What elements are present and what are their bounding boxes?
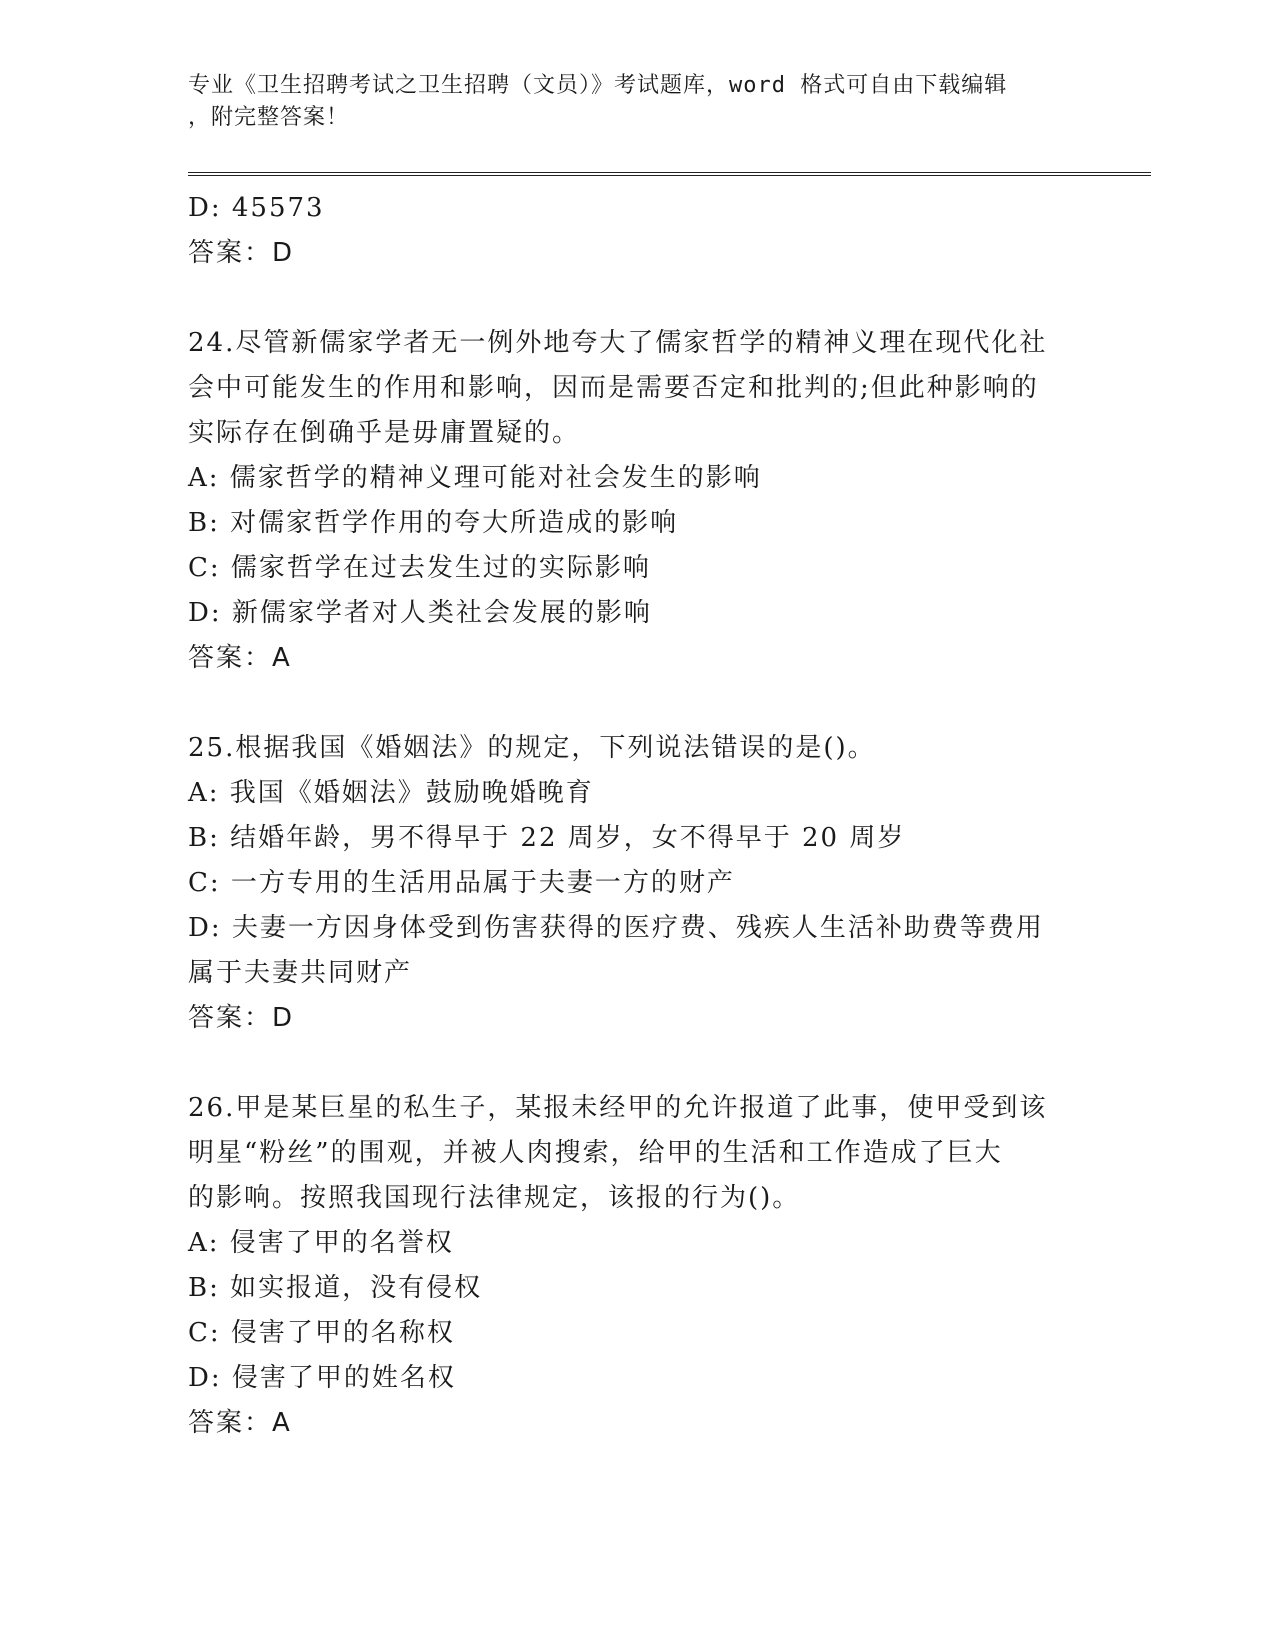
option-c: C: 侵害了甲的名称权	[188, 1318, 455, 1348]
document-body	[188, 186, 1148, 1446]
option-d: D: 侵害了甲的姓名权	[188, 1363, 456, 1393]
answer: 答案：D	[188, 1003, 295, 1033]
answer: 答案：A	[188, 1408, 292, 1438]
question-stem-line: 会中可能发生的作用和影响，因而是需要否定和批判的;但此种影响的	[188, 373, 1039, 403]
answer: 答案：A	[188, 643, 292, 673]
option-b: B: 结婚年龄，男不得早于 22 周岁，女不得早于 20 周岁	[188, 823, 906, 853]
question-stem-line: 26.甲是某巨星的私生子，某报未经甲的允许报道了此事，使甲受到该	[188, 1093, 1048, 1123]
question-stem-line: 实际存在倒确乎是毋庸置疑的。	[188, 418, 581, 448]
prev-answer: 答案：D	[188, 238, 295, 268]
option-a: A: 儒家哲学的精神义理可能对社会发生的影响	[188, 463, 762, 493]
header-divider	[188, 172, 1151, 176]
header-line-2: ，附完整答案！	[188, 105, 350, 130]
option-c: C: 一方专用的生活用品属于夫妻一方的财产	[188, 868, 735, 898]
option-a: A: 我国《婚姻法》鼓励晚婚晚育	[188, 778, 594, 808]
document-page	[188, 70, 1148, 1446]
option-b: B: 如实报道，没有侵权	[188, 1273, 483, 1303]
option-d-continued: 属于夫妻共同财产	[188, 958, 413, 988]
header-line-1: 专业《卫生招聘考试之卫生招聘（文员）》考试题库，word 格式可自由下载编辑	[188, 73, 1008, 98]
question-stem-line: 的影响。按照我国现行法律规定，该报的行为()。	[188, 1183, 801, 1213]
option-a: A: 侵害了甲的名誉权	[188, 1228, 454, 1258]
question-stem-line: 25.根据我国《婚姻法》的规定，下列说法错误的是()。	[188, 733, 876, 763]
question-stem-line: 24.尽管新儒家学者无一例外地夸大了儒家哲学的精神义理在现代化社	[188, 328, 1048, 358]
question-24	[188, 321, 1148, 681]
question-stem-line: 明星“粉丝”的围观，并被人肉搜索，给甲的生活和工作造成了巨大	[188, 1138, 1003, 1168]
option-c: C: 儒家哲学在过去发生过的实际影响	[188, 553, 651, 583]
question-25	[188, 726, 1148, 1041]
option-d: D: 新儒家学者对人类社会发展的影响	[188, 598, 652, 628]
document-header	[188, 70, 1068, 134]
prev-option-d: D: 45573	[188, 193, 325, 223]
option-b: B: 对儒家哲学作用的夸大所造成的影响	[188, 508, 679, 538]
question-26	[188, 1086, 1148, 1446]
option-d: D: 夫妻一方因身体受到伤害获得的医疗费、残疾人生活补助费等费用	[188, 913, 1044, 943]
